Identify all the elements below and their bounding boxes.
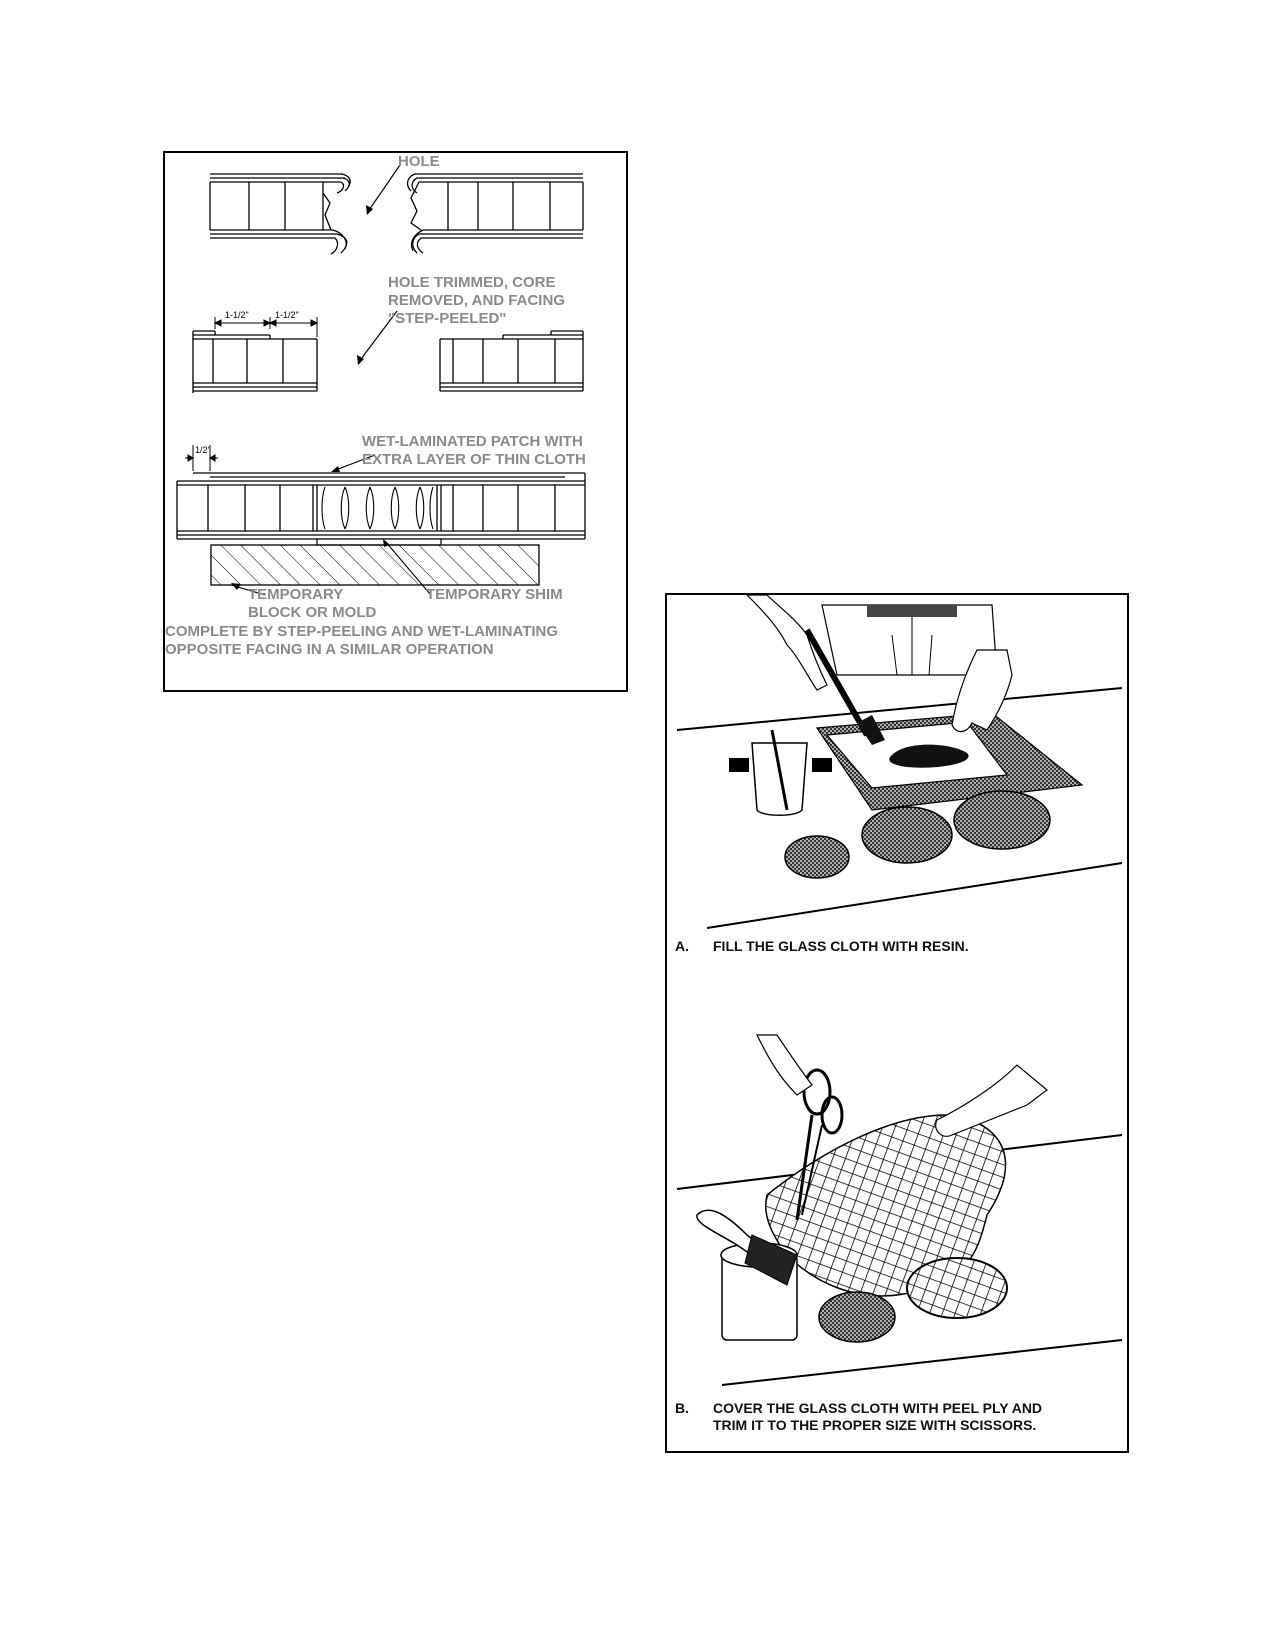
resin-beaker [752,743,807,815]
dimension-step2: 1-1/2" [275,310,299,320]
caption-b-line2: TRIM IT TO THE PROPER SIZE WITH SCISSORS. [713,1417,1037,1433]
label-block-2: BLOCK OR MOLD [248,604,377,621]
trimmed-panel-left [193,331,317,393]
cloth-disc-large [954,791,1050,849]
wet-layup-illustration [665,593,1129,1453]
label-shim: TEMPORARY SHIM [426,586,563,603]
label-patch-2: EXTRA LAYER OF THIN CLOTH [362,451,586,468]
wet-layup-drawing [667,595,1129,1453]
trimmed-panel-right [440,331,583,391]
caption-b [675,1400,1042,1434]
label-trim-1: HOLE TRIMMED, CORE [388,274,556,291]
caption-b-line1: COVER THE GLASS CLOTH WITH PEEL PLY AND [713,1400,1043,1416]
repaired-panel [177,473,585,539]
table-front-edge [707,863,1122,928]
table-front-edge-b [722,1340,1122,1385]
caption-a [675,938,969,955]
honeycomb-repair-diagram [163,151,628,692]
cloth-disc-small [785,836,849,878]
scissors-handle [804,1070,830,1114]
label-hole: HOLE [398,153,440,170]
dimension-overlap: 1/2" [195,445,211,455]
label-complete-2: OPPOSITE FACING IN A SIMILAR OPERATION [165,641,494,658]
cloth-disc-b-large [907,1258,1007,1318]
scene-b [677,1035,1122,1385]
right-hand-b [936,1065,1047,1136]
dimension-marks [215,317,317,337]
caption-a-text: FILL THE GLASS CLOTH WITH RESIN. [713,938,969,954]
damaged-panel-right [408,174,583,253]
scene-a [677,595,1122,928]
dimension-step1: 1-1/2" [225,310,249,320]
temporary-shim [317,539,441,545]
belt [867,605,957,617]
cloth-disc-b-small [819,1292,895,1342]
label-trim-2: REMOVED, AND FACING [388,292,565,309]
label-trim-3: "STEP-PEELED" [388,310,507,327]
temporary-block [211,545,539,585]
cloth-disc-medium [862,807,952,863]
honeycomb-repair-drawing [165,153,628,692]
damaged-panel-left [210,174,350,254]
replacement-core [322,487,433,529]
caption-a-letter: A. [675,938,689,954]
label-block-1: TEMPORARY [248,586,344,603]
label-patch-1: WET-LAMINATED PATCH WITH [362,433,583,450]
label-complete-1: COMPLETE BY STEP-PEELING AND WET-LAMINATING [165,623,559,640]
left-hand-b [757,1035,812,1095]
caption-b-letter: B. [675,1400,689,1416]
